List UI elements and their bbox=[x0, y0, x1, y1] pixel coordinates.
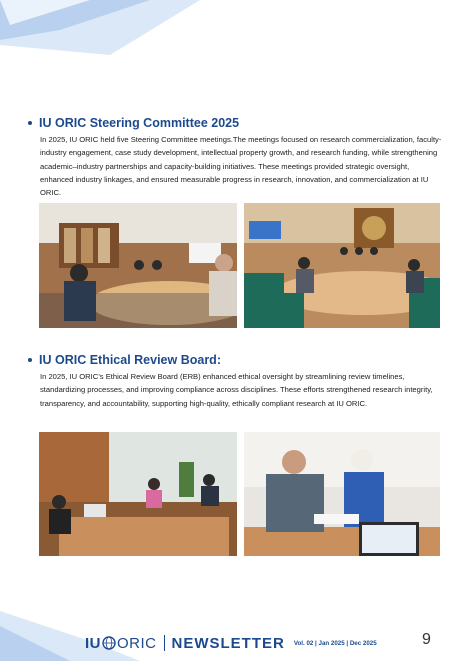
newsletter-footer bbox=[85, 633, 445, 653]
page-number: 9 bbox=[422, 631, 431, 648]
corner-decoration-top bbox=[0, 0, 200, 70]
iu-oric-logo: IU ORIC bbox=[85, 634, 157, 652]
section-body: In 2025, IU ORIC’s Ethical Review Board (ERB) enhanced ethical oversight by streamlining review timelines, standardizing processes, and improving compliance across disciplines. These efforts strengthened research integrity, transparency, and accountability, supporting high-quality, ethically compliant research at IU ORIC. bbox=[40, 372, 433, 408]
meeting-photo-2 bbox=[244, 203, 440, 328]
section-title: IU ORIC Ethical Review Board: bbox=[28, 353, 443, 367]
newsletter-title: NEWSLETTER bbox=[171, 634, 285, 652]
issue-info: Vol. 02 | Jan 2025 | Dec 2025 bbox=[293, 639, 377, 647]
section-body: In 2025, IU ORIC held five Steering Committee meetings.The meetings focused on research commercialization, faculty-industry engagement, case study development, intellectual property growth, and research funding, while strengthening academic–industry partnerships and capacity-building initiatives. These meetings provided strategic oversight, enhanced industry linkages, and ensured measurable progress in research, innovation, and commercialization at IU ORIC. bbox=[40, 135, 442, 198]
bullet-icon bbox=[28, 121, 32, 125]
steering-committee-section bbox=[28, 116, 443, 199]
erb-meeting-photo-1 bbox=[39, 432, 237, 556]
meeting-photo-1 bbox=[39, 203, 237, 328]
ethical-review-board-section bbox=[28, 353, 443, 410]
erb-meeting-photo-2 bbox=[244, 432, 440, 556]
footer-divider bbox=[164, 635, 165, 651]
globe-icon bbox=[102, 636, 116, 650]
section-title: IU ORIC Steering Committee 2025 bbox=[28, 116, 443, 130]
bullet-icon bbox=[28, 358, 32, 362]
